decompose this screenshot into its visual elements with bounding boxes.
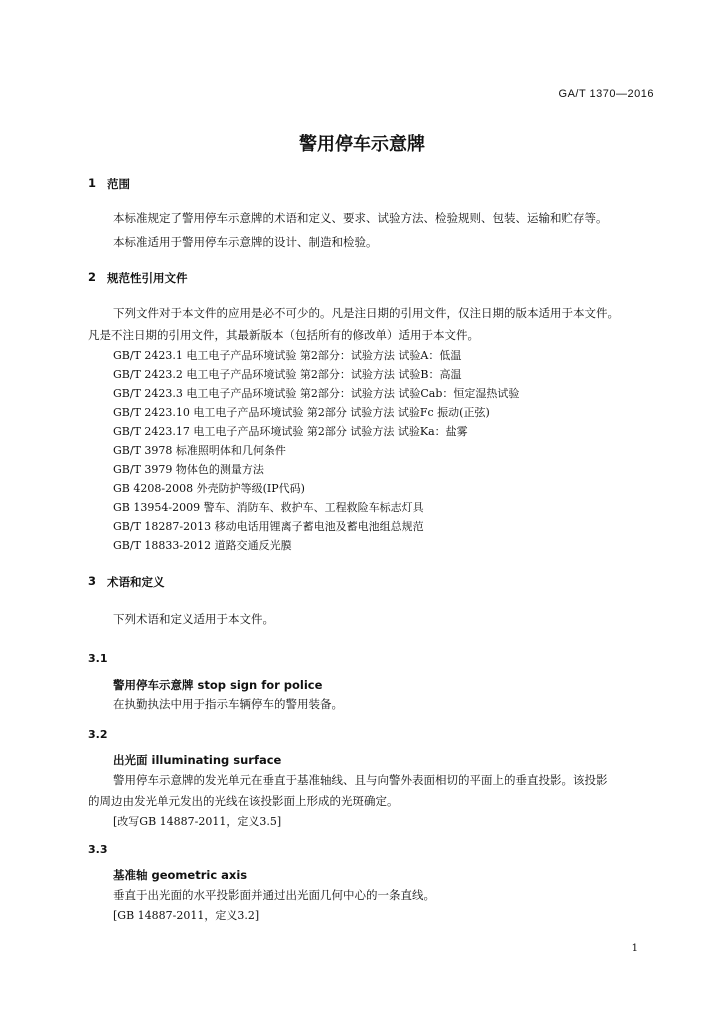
- document-title: 警用停车示意牌: [299, 134, 425, 155]
- term-definition: 警用停车示意牌的发光单元在垂直于基准轴线、且与向警外表面相切的平面上的垂直投影。该投影: [113, 773, 608, 787]
- reference-item: GB/T 2423.10 电工电子产品环境试验 第2部分 试验方法 试验Fc 振动(正弦): [113, 406, 490, 419]
- term-source: [GB 14887-2011，定义3.2]: [113, 909, 260, 922]
- refs-intro-line: 下列文件对于本文件的应用是必不可少的。凡是注日期的引用文件，仅注日期的版本适用于本文件。: [113, 306, 619, 320]
- scope-paragraph: 本标准适用于警用停车示意牌的设计、制造和检验。: [113, 235, 378, 249]
- section-1-title: 范围: [107, 177, 130, 191]
- terms-intro: 下列术语和定义适用于本文件。: [113, 612, 274, 626]
- reference-item: GB/T 18287-2013 移动电话用锂离子蓄电池及蓄电池组总规范: [113, 520, 424, 533]
- reference-item: GB/T 2423.2 电工电子产品环境试验 第2部分：试验方法 试验B：高温: [113, 368, 462, 381]
- scope-paragraph: 本标准规定了警用停车示意牌的术语和定义、要求、试验方法、检验规则、包装、运输和贮存等。: [113, 211, 608, 225]
- section-2-number: 2: [88, 270, 97, 284]
- term-source: [改写GB 14887-2011，定义3.5]: [113, 815, 282, 828]
- term-heading: 警用停车示意牌 stop sign for police: [113, 678, 323, 692]
- term-number: 3.3: [88, 843, 108, 856]
- term-number: 3.1: [88, 652, 108, 665]
- section-1-number: 1: [88, 176, 97, 190]
- page-number: 1: [631, 943, 638, 954]
- reference-item: GB/T 3979 物体色的测量方法: [113, 463, 264, 476]
- reference-item: GB/T 2423.3 电工电子产品环境试验 第2部分：试验方法 试验Cab：恒定湿热试验: [113, 387, 520, 400]
- reference-item: GB/T 3978 标准照明体和几何条件: [113, 444, 286, 457]
- reference-item: GB 4208-2008 外壳防护等级(IP代码): [113, 482, 305, 495]
- reference-item: GB/T 2423.17 电工电子产品环境试验 第2部分 试验方法 试验Ka：盐雾: [113, 425, 468, 438]
- standard-number: GA/T 1370—2016: [558, 88, 654, 100]
- section-3-number: 3: [88, 574, 97, 588]
- term-number: 3.2: [88, 728, 108, 741]
- section-2-title: 规范性引用文件: [107, 271, 188, 285]
- reference-item: GB 13954-2009 警车、消防车、救护车、工程救险车标志灯具: [113, 501, 424, 514]
- section-3-title: 术语和定义: [107, 575, 165, 589]
- term-definition: 的周边由发光单元发出的光线在该投影面上形成的光斑确定。: [88, 794, 399, 808]
- term-heading: 基准轴 geometric axis: [113, 868, 248, 882]
- reference-item: GB/T 2423.1 电工电子产品环境试验 第2部分：试验方法 试验A：低温: [113, 349, 462, 362]
- refs-intro-line: 凡是不注日期的引用文件，其最新版本（包括所有的修改单）适用于本文件。: [88, 328, 479, 342]
- term-heading: 出光面 illuminating surface: [113, 753, 282, 767]
- term-definition: 在执勤执法中用于指示车辆停车的警用装备。: [113, 697, 343, 711]
- reference-item: GB/T 18833-2012 道路交通反光膜: [113, 539, 292, 552]
- term-definition: 垂直于出光面的水平投影面并通过出光面几何中心的一条直线。: [113, 888, 435, 902]
